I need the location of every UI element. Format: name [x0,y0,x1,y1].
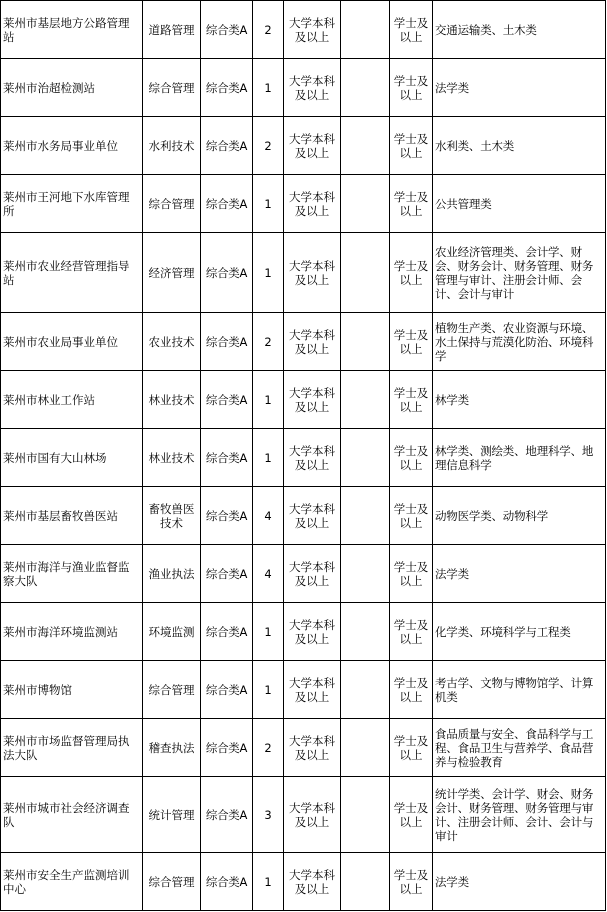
education-cell: 大学本科及以上 [284,661,341,719]
unit-name-cell: 莱州市林业工作站 [1,371,143,429]
major-cell: 法学类 [433,59,606,117]
table-row [1,853,606,911]
degree-cell: 学士及以上 [390,175,433,233]
unit-name-cell: 莱州市农业局事业单位 [1,313,143,371]
major-cell: 公共管理类 [433,175,606,233]
empty-cell [341,487,390,545]
category-cell: 综合类A [201,313,253,371]
headcount-cell: 2 [253,1,284,59]
degree-cell: 学士及以上 [390,661,433,719]
post-name-cell: 统计管理 [143,777,201,853]
empty-cell [341,117,390,175]
headcount-cell: 2 [253,117,284,175]
unit-name-cell: 莱州市基层地方公路管理站 [1,1,143,59]
headcount-cell: 3 [253,777,284,853]
headcount-cell: 1 [253,853,284,911]
education-cell: 大学本科及以上 [284,117,341,175]
table-row [1,1,606,59]
unit-name-cell: 莱州市基层畜牧兽医站 [1,487,143,545]
unit-name-cell: 莱州市治超检测站 [1,59,143,117]
degree-cell: 学士及以上 [390,487,433,545]
headcount-cell: 2 [253,313,284,371]
category-cell: 综合类A [201,233,253,313]
major-cell: 动物医学类、动物科学 [433,487,606,545]
degree-cell: 学士及以上 [390,777,433,853]
post-name-cell: 农业技术 [143,313,201,371]
post-name-cell: 经济管理 [143,233,201,313]
education-cell: 大学本科及以上 [284,777,341,853]
empty-cell [341,719,390,777]
degree-cell: 学士及以上 [390,117,433,175]
degree-cell: 学士及以上 [390,371,433,429]
unit-name-cell: 莱州市海洋环境监测站 [1,603,143,661]
degree-cell: 学士及以上 [390,313,433,371]
table-row [1,487,606,545]
category-cell: 综合类A [201,429,253,487]
education-cell: 大学本科及以上 [284,59,341,117]
category-cell: 综合类A [201,59,253,117]
post-name-cell: 林业技术 [143,429,201,487]
table-row [1,661,606,719]
table-row [1,371,606,429]
headcount-cell: 1 [253,233,284,313]
headcount-cell: 1 [253,661,284,719]
post-name-cell: 综合管理 [143,175,201,233]
education-cell: 大学本科及以上 [284,545,341,603]
empty-cell [341,313,390,371]
education-cell: 大学本科及以上 [284,371,341,429]
empty-cell [341,175,390,233]
headcount-cell: 1 [253,603,284,661]
category-cell: 综合类A [201,117,253,175]
major-cell: 植物生产类、农业资源与环境、水土保持与荒漠化防治、环境科学 [433,313,606,371]
table-row [1,429,606,487]
empty-cell [341,853,390,911]
empty-cell [341,777,390,853]
degree-cell: 学士及以上 [390,233,433,313]
education-cell: 大学本科及以上 [284,719,341,777]
category-cell: 综合类A [201,661,253,719]
headcount-cell: 1 [253,429,284,487]
post-name-cell: 渔业执法 [143,545,201,603]
unit-name-cell: 莱州市城市社会经济调查队 [1,777,143,853]
unit-name-cell: 莱州市国有大山林场 [1,429,143,487]
table-row [1,777,606,853]
degree-cell: 学士及以上 [390,603,433,661]
category-cell: 综合类A [201,603,253,661]
education-cell: 大学本科及以上 [284,603,341,661]
category-cell: 综合类A [201,853,253,911]
post-name-cell: 稽查执法 [143,719,201,777]
headcount-cell: 1 [253,175,284,233]
post-name-cell: 综合管理 [143,853,201,911]
major-cell: 农业经济管理类、会计学、财会、财务会计、财务管理、财务管理与审计、注册会计师、会计、会计与审计 [433,233,606,313]
headcount-cell: 1 [253,371,284,429]
education-cell: 大学本科及以上 [284,233,341,313]
post-name-cell: 综合管理 [143,661,201,719]
degree-cell: 学士及以上 [390,429,433,487]
major-cell: 水利类、土木类 [433,117,606,175]
table-row [1,175,606,233]
major-cell: 食品质量与安全、食品科学与工程、食品卫生与营养学、食品营养与检验教育 [433,719,606,777]
category-cell: 综合类A [201,371,253,429]
empty-cell [341,661,390,719]
empty-cell [341,233,390,313]
unit-name-cell: 莱州市海洋与渔业监督监察大队 [1,545,143,603]
unit-name-cell: 莱州市市场监督管理局执法大队 [1,719,143,777]
table-row [1,59,606,117]
degree-cell: 学士及以上 [390,719,433,777]
major-cell: 法学类 [433,545,606,603]
education-cell: 大学本科及以上 [284,429,341,487]
major-cell: 交通运输类、土木类 [433,1,606,59]
education-cell: 大学本科及以上 [284,1,341,59]
table-row [1,117,606,175]
table-row [1,545,606,603]
post-name-cell: 道路管理 [143,1,201,59]
education-cell: 大学本科及以上 [284,853,341,911]
unit-name-cell: 莱州市农业经营管理指导站 [1,233,143,313]
table-row [1,603,606,661]
major-cell: 法学类 [433,853,606,911]
headcount-cell: 1 [253,59,284,117]
table-row [1,233,606,313]
major-cell: 林学类 [433,371,606,429]
post-name-cell: 水利技术 [143,117,201,175]
headcount-cell: 2 [253,719,284,777]
category-cell: 综合类A [201,777,253,853]
unit-name-cell: 莱州市博物馆 [1,661,143,719]
major-cell: 考古学、文物与博物馆学、计算机类 [433,661,606,719]
empty-cell [341,545,390,603]
empty-cell [341,603,390,661]
table-row [1,313,606,371]
category-cell: 综合类A [201,1,253,59]
category-cell: 综合类A [201,175,253,233]
education-cell: 大学本科及以上 [284,313,341,371]
headcount-cell: 4 [253,487,284,545]
post-name-cell: 林业技术 [143,371,201,429]
education-cell: 大学本科及以上 [284,175,341,233]
headcount-cell: 4 [253,545,284,603]
empty-cell [341,1,390,59]
degree-cell: 学士及以上 [390,853,433,911]
major-cell: 化学类、环境科学与工程类 [433,603,606,661]
degree-cell: 学士及以上 [390,59,433,117]
empty-cell [341,371,390,429]
empty-cell [341,59,390,117]
unit-name-cell: 莱州市水务局事业单位 [1,117,143,175]
category-cell: 综合类A [201,545,253,603]
table-row [1,719,606,777]
major-cell: 统计学类、会计学、财会、财务会计、财务管理、财务管理与审计、注册会计师、会计、会计与审计 [433,777,606,853]
major-cell: 林学类、测绘类、地理科学、地理信息科学 [433,429,606,487]
table-body [1,1,606,911]
category-cell: 综合类A [201,719,253,777]
degree-cell: 学士及以上 [390,545,433,603]
post-name-cell: 畜牧兽医技术 [143,487,201,545]
unit-name-cell: 莱州市安全生产监测培训中心 [1,853,143,911]
degree-cell: 学士及以上 [390,1,433,59]
education-cell: 大学本科及以上 [284,487,341,545]
post-name-cell: 综合管理 [143,59,201,117]
post-name-cell: 环境监测 [143,603,201,661]
unit-name-cell: 莱州市王河地下水库管理所 [1,175,143,233]
empty-cell [341,429,390,487]
category-cell: 综合类A [201,487,253,545]
